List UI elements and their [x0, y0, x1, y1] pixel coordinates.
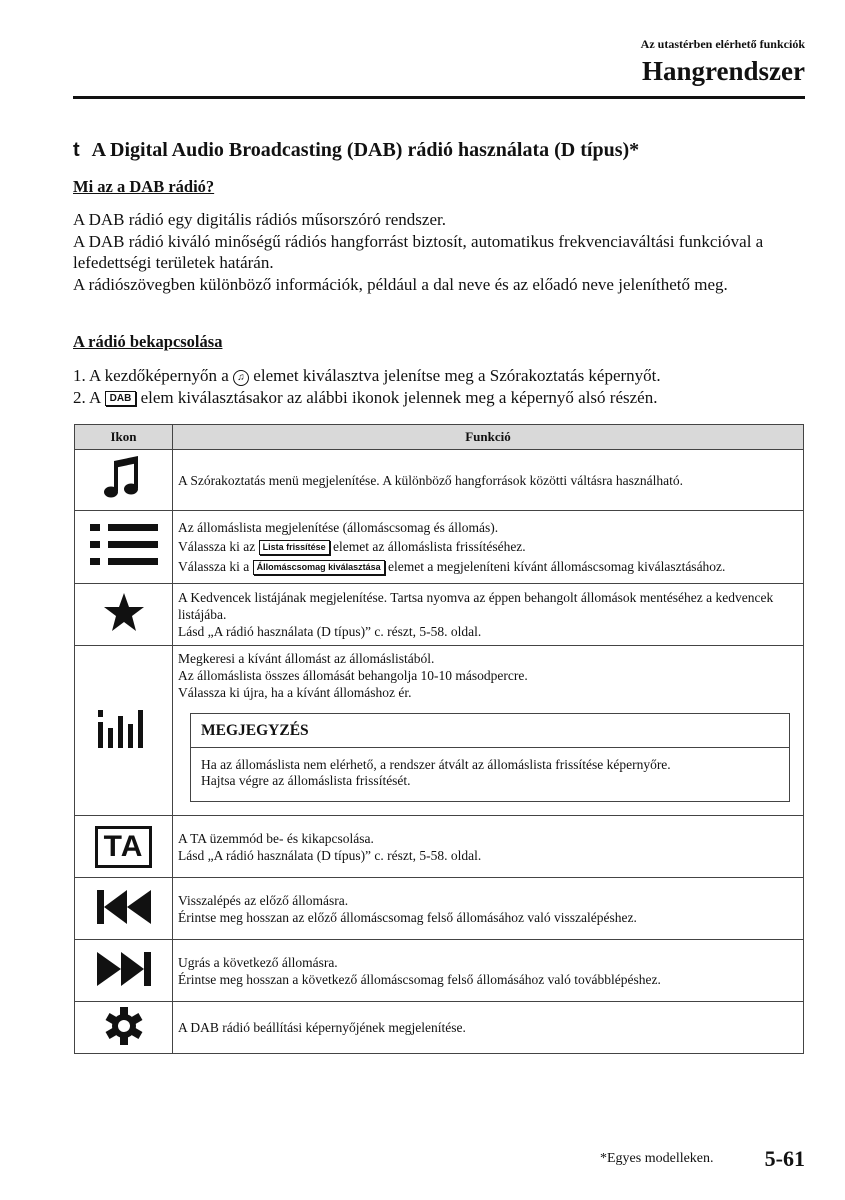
table-row	[75, 450, 804, 511]
function-line: Ugrás a következő állomásra.	[178, 954, 338, 970]
scan-icon[interactable]	[96, 708, 152, 750]
star-icon[interactable]	[102, 591, 146, 635]
list-icon[interactable]	[88, 521, 160, 569]
function-text: A DAB rádió beállítási képernyőjének megjelenítése.	[178, 1020, 466, 1035]
step-2-text: 2. A	[73, 387, 101, 407]
steps-list	[73, 365, 813, 408]
function-line: A TA üzemmód be- és kikapcsolása.	[178, 830, 374, 846]
function-cell	[173, 1002, 804, 1054]
note-body	[191, 748, 789, 801]
refresh-list-button[interactable]: Lista frissítése	[259, 540, 330, 555]
function-cell	[173, 450, 804, 511]
function-line	[178, 558, 798, 575]
what-is-line: A DAB rádió kiváló minőségű rádiós hangforrást biztosít, automatikus frekvenciaváltási funkcióval a lefedettségi területek határán.	[73, 231, 764, 272]
dab-button[interactable]: DAB	[105, 391, 137, 406]
function-line: Visszalépés az előző állomásra.	[178, 892, 349, 908]
function-line: A Kedvencek listájának megjelenítése. Tartsa nyomva az éppen behangolt állomások mentéséhez a kedvencek listájába.	[178, 590, 774, 622]
function-cell	[173, 646, 804, 816]
chapter-subtitle: Az utastérben elérhető funkciók	[640, 37, 805, 51]
function-text: Válassza ki az	[178, 539, 256, 554]
section-title	[73, 139, 639, 162]
function-line: Érintse meg hosszan az előző állomáscsomag felső állomásához való visszalépéshez.	[178, 909, 637, 925]
function-text: A Szórakoztatás menü megjelenítése. A különböző hangforrások közötti váltásra használható.	[178, 472, 683, 488]
function-cell	[173, 940, 804, 1002]
page-number: 5-61	[764, 1146, 805, 1171]
section-marker: t	[73, 139, 80, 161]
icon-cell	[75, 878, 173, 940]
function-line: Megkeresi a kívánt állomást az állomáslistából.	[178, 651, 435, 666]
section-title-text: A Digital Audio Broadcasting (DAB) rádió használata (D típus)*	[91, 139, 640, 161]
note-box	[190, 713, 790, 802]
skip-previous-icon[interactable]	[95, 888, 153, 926]
function-text: Válassza ki a	[178, 559, 250, 574]
icon-cell	[75, 646, 173, 816]
note-line: Ha az állomáslista nem elérhető, a rendszer átvált az állomáslista frissítése képernyőre.	[201, 757, 671, 772]
header-divider	[73, 96, 805, 99]
what-is-heading: Mi az a DAB rádió?	[73, 177, 215, 196]
music-note-icon: ♫	[233, 370, 249, 386]
header-icon: Ikon	[75, 425, 173, 450]
footnote: *Egyes modelleken.	[600, 1151, 714, 1166]
table-row	[75, 878, 804, 940]
music-note-icon[interactable]	[100, 453, 148, 503]
skip-next-icon[interactable]	[95, 950, 153, 988]
step-1	[73, 365, 813, 387]
note-title: MEGJEGYZÉS	[191, 714, 789, 748]
icon-cell	[75, 450, 173, 511]
table-row	[75, 511, 804, 584]
icon-cell	[75, 1002, 173, 1054]
icon-cell	[75, 816, 173, 878]
function-line: Lásd „A rádió használata (D típus)” c. részt, 5-58. oldal.	[178, 847, 482, 863]
step-1-text: 1. A kezdőképernyőn a	[73, 366, 229, 385]
what-is-line: A DAB rádió egy digitális rádiós műsorszóró rendszer.	[73, 210, 446, 229]
function-line: Lásd „A rádió használata (D típus)” c. részt, 5-58. oldal.	[178, 624, 482, 639]
what-is-paragraph	[73, 209, 808, 295]
select-ensemble-button[interactable]: Állomáscsomag kiválasztása	[253, 560, 385, 575]
icon-cell	[75, 940, 173, 1002]
function-text: elemet az állomáslista frissítéséhez.	[333, 539, 526, 554]
step-2	[73, 387, 813, 409]
function-line: Az állomáslista megjelenítése (állomáscsomag és állomás).	[178, 520, 499, 535]
function-cell	[173, 511, 804, 584]
table-header-row	[75, 425, 804, 450]
function-table	[74, 424, 804, 1054]
ta-icon[interactable]: TA	[95, 826, 153, 868]
header-function: Funkció	[173, 425, 804, 450]
function-line: Válassza ki újra, ha a kívánt állomáshoz ér.	[178, 685, 412, 700]
note-line: Hajtsa végre az állomáslista frissítését.	[201, 773, 411, 788]
function-cell	[173, 878, 804, 940]
table-row	[75, 1002, 804, 1054]
icon-cell	[75, 584, 173, 646]
function-line: Az állomáslista összes állomását behangolja 10-10 másodpercre.	[178, 668, 528, 683]
function-line	[178, 538, 798, 555]
icon-cell	[75, 511, 173, 584]
step-2-text-after: elem kiválasztásakor az alábbi ikonok jelennek meg a képernyő alsó részén.	[140, 387, 658, 407]
table-row	[75, 816, 804, 878]
function-cell	[173, 584, 804, 646]
table-row	[75, 646, 804, 816]
step-1-text-after: elemet kiválasztva jelenítse meg a Szórakoztatás képernyőt.	[253, 366, 661, 385]
what-is-line: A rádiószövegben különböző információk, például a dal neve és az előadó neve jeleníthető meg.	[73, 274, 728, 294]
function-cell	[173, 816, 804, 878]
function-line: Érintse meg hosszan a következő állomáscsomag felső állomásához való továbblépéshez.	[178, 971, 661, 987]
table-row	[75, 584, 804, 646]
power-on-heading: A rádió bekapcsolása	[73, 332, 223, 351]
chapter-title: Hangrendszer	[642, 56, 805, 86]
function-text: elemet a megjeleníteni kívánt állomáscsomag kiválasztásához.	[388, 559, 726, 574]
table-row	[75, 940, 804, 1002]
gear-icon[interactable]	[104, 1006, 144, 1046]
